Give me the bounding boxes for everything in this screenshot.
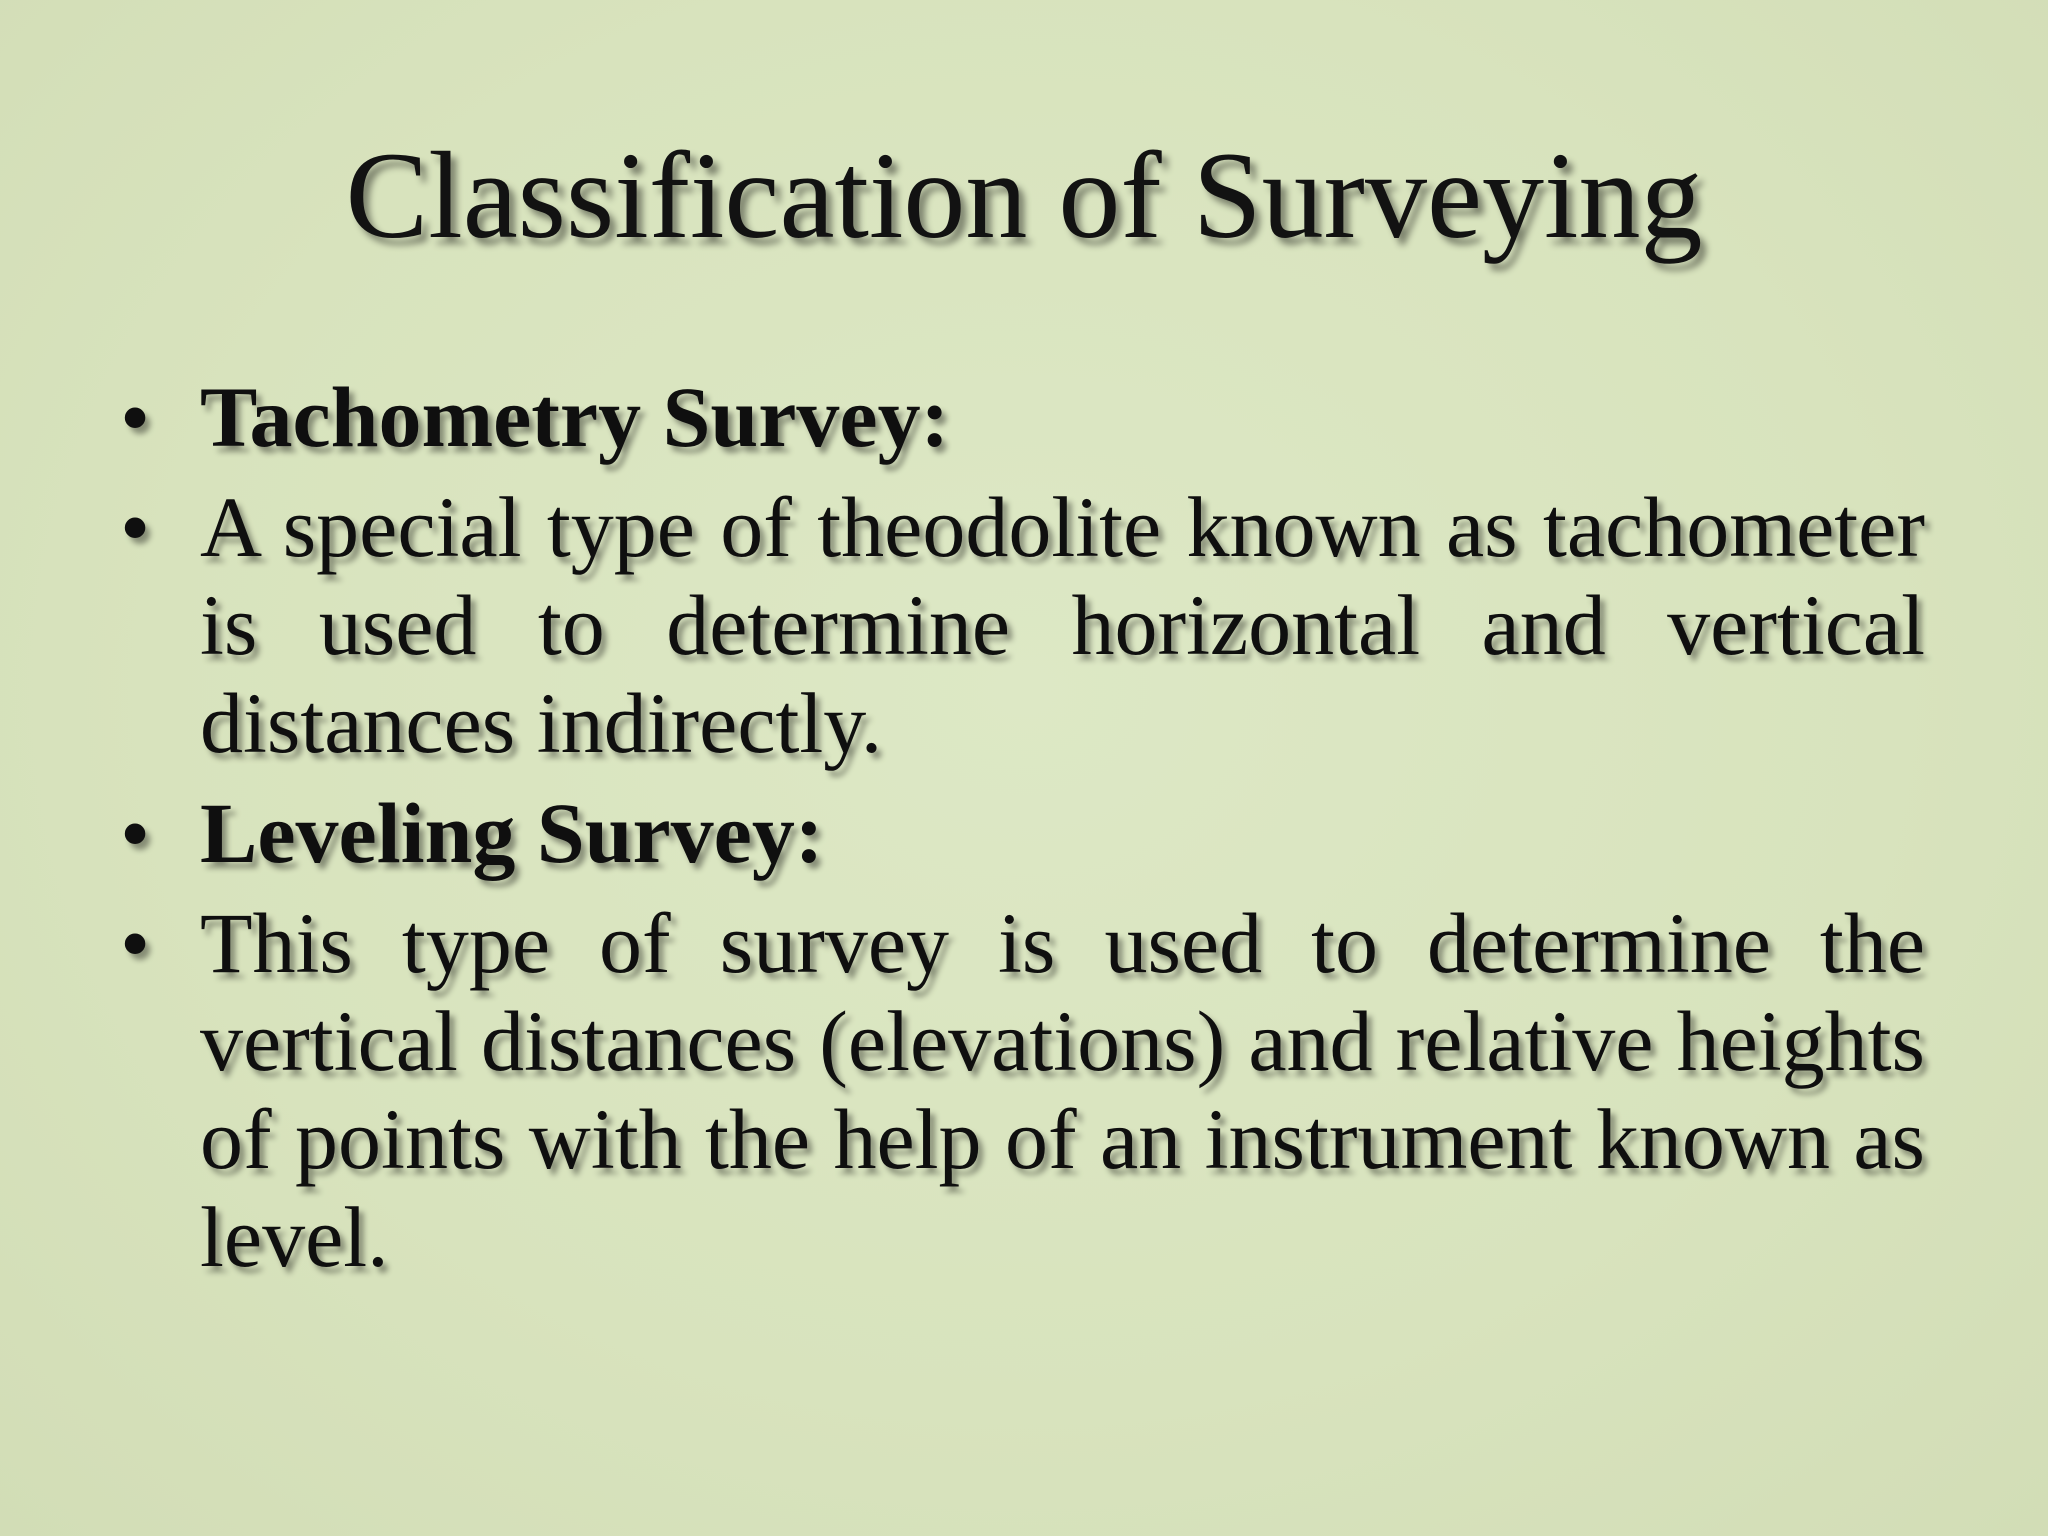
bullet-list bbox=[120, 368, 1925, 1298]
slide-title: Classification of Surveying bbox=[345, 127, 1703, 264]
bullet-heading-text: Leveling Survey: bbox=[200, 785, 824, 881]
bullet-item-tachometry-description bbox=[120, 478, 1925, 772]
bullet-dot-icon: • bbox=[120, 895, 151, 991]
bullet-item-leveling-heading bbox=[120, 784, 1925, 882]
bullet-body-text: A special type of theodolite known as tachometer is used to determine horizontal and vertical distances indirectly. bbox=[200, 479, 1925, 771]
bullet-dot-icon: • bbox=[120, 479, 151, 575]
bullet-item-leveling-description bbox=[120, 894, 1925, 1286]
bullet-heading-text: Tachometry Survey: bbox=[200, 369, 950, 465]
bullet-dot-icon: • bbox=[120, 785, 151, 881]
bullet-body-text: This type of survey is used to determine the vertical distances (elevations) and relative heights of points with the help of an instrument known as level. bbox=[200, 895, 1925, 1285]
bullet-item-tachometry-heading bbox=[120, 368, 1925, 466]
bullet-dot-icon: • bbox=[120, 369, 151, 465]
